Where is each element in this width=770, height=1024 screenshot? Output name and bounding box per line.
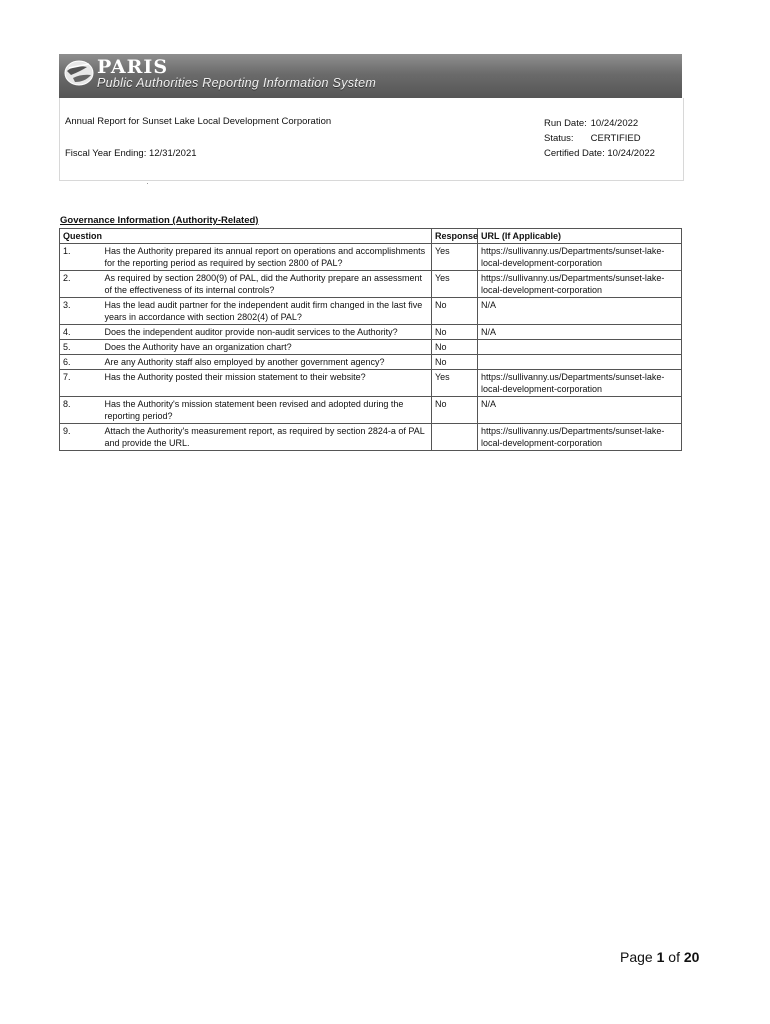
url-cell [478,340,682,355]
status-row [544,131,655,146]
report-title: Annual Report for Sunset Lake Local Development Corporation [65,116,332,127]
question-number: 5. [60,340,102,355]
url-cell: https://sullivanny.us/Departments/sunset-lake-local-development-corporation [478,370,682,397]
fiscal-year: Fiscal Year Ending: 12/31/2021 [65,148,197,159]
brand-subtitle: Public Authorities Reporting Information System [97,76,377,90]
paris-banner [59,54,682,98]
question-text: Attach the Authority's measurement report, as required by section 2824-a of PAL and provide the URL. [102,424,432,451]
response-cell: Yes [432,244,478,271]
table-row [60,370,682,397]
certified-date-row [544,146,655,161]
run-date-value: 10/24/2022 [590,118,639,129]
response-cell: Yes [432,370,478,397]
globe-logo-icon [63,58,95,88]
question-number: 6. [60,355,102,370]
question-number: 2. [60,271,102,298]
response-cell: Yes [432,271,478,298]
url-cell: https://sullivanny.us/Departments/sunset-lake-local-development-corporation [478,271,682,298]
response-cell: No [432,397,478,424]
run-date-label: Run Date: [544,118,587,129]
question-text: Does the independent auditor provide non-audit services to the Authority? [102,325,432,340]
url-cell: N/A [478,397,682,424]
question-header-spacer [102,229,432,244]
url-cell: https://sullivanny.us/Departments/sunset-lake-local-development-corporation [478,244,682,271]
response-cell: No [432,298,478,325]
governance-table [59,228,682,451]
question-number: 7. [60,370,102,397]
certified-date-value: 10/24/2022 [607,148,655,159]
url-cell: https://sullivanny.us/Departments/sunset-lake-local-development-corporation [478,424,682,451]
table-row [60,325,682,340]
table-row [60,244,682,271]
stray-dot [147,183,148,184]
table-row [60,298,682,325]
table-row [60,340,682,355]
brand-title: PARIS [97,56,169,78]
url-cell: N/A [478,325,682,340]
question-text: Has the lead audit partner for the independent audit firm changed in the last five years in accordance with section 2802(4) of PAL? [102,298,432,325]
question-number: 4. [60,325,102,340]
question-text: As required by section 2800(9) of PAL, did the Authority prepare an assessment of the effectiveness of its internal controls? [102,271,432,298]
section-title: Governance Information (Authority-Related) [60,215,259,226]
page-prefix: Page [620,949,653,965]
url-cell: N/A [478,298,682,325]
page-of: of [668,949,680,965]
question-text: Has the Authority posted their mission statement to their website? [102,370,432,397]
status-label: Status: [544,133,574,144]
report-meta [544,116,655,161]
response-cell: No [432,340,478,355]
page-indicator [620,949,699,965]
question-number: 8. [60,397,102,424]
table-row [60,355,682,370]
question-number: 1. [60,244,102,271]
url-header: URL (If Applicable) [478,229,682,244]
run-date-row [544,116,655,131]
response-cell: No [432,355,478,370]
table-header-row [60,229,682,244]
response-cell [432,424,478,451]
question-text: Does the Authority have an organization chart? [102,340,432,355]
response-cell: No [432,325,478,340]
page-current: 1 [656,949,665,965]
question-text: Are any Authority staff also employed by another government agency? [102,355,432,370]
table-row [60,397,682,424]
governance-table-body [60,244,682,451]
question-text: Has the Authority's mission statement been revised and adopted during the reporting period? [102,397,432,424]
question-number: 9. [60,424,102,451]
question-number: 3. [60,298,102,325]
report-header [59,98,684,181]
response-header: Response [432,229,478,244]
status-value: CERTIFIED [590,133,641,144]
page-total: 20 [683,949,700,965]
table-row [60,271,682,298]
certified-date-label: Certified Date: [544,148,605,159]
question-header: Question [60,229,102,244]
url-cell [478,355,682,370]
question-text: Has the Authority prepared its annual report on operations and accomplishments for the reporting period as required by section 2800 of PAL? [102,244,432,271]
table-row [60,424,682,451]
